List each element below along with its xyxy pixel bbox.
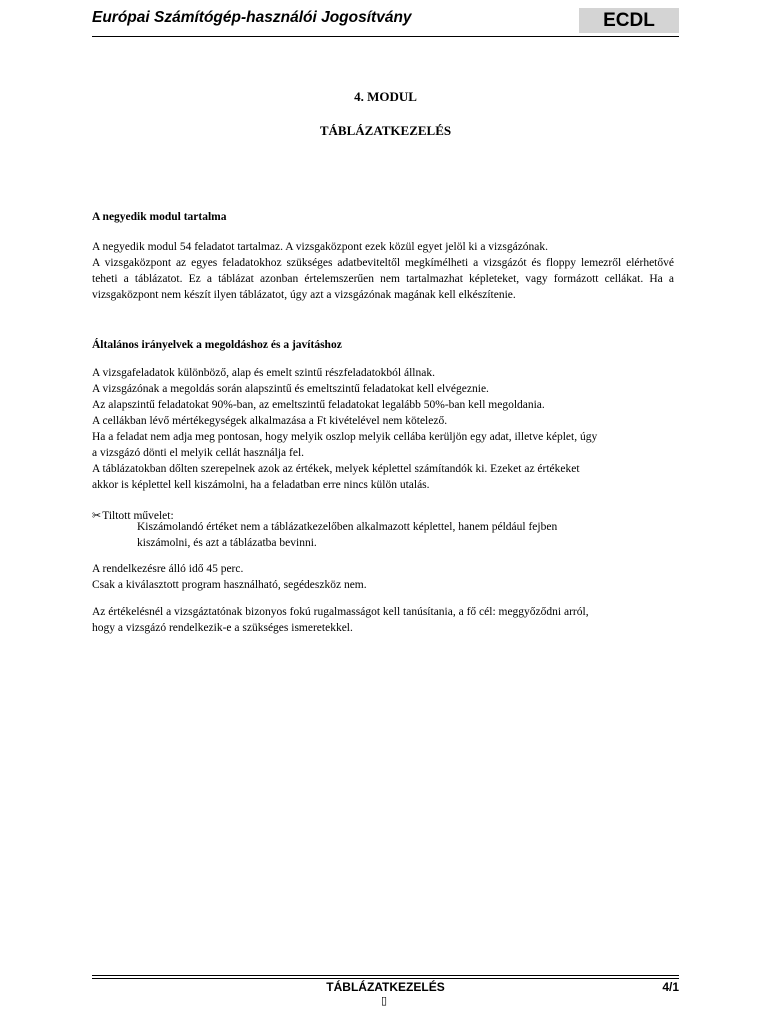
ecdl-badge: ECDL xyxy=(579,8,679,33)
guideline-5b: a vizsgázó dönti el melyik cellát használja fel. xyxy=(92,447,305,459)
footer-rule-bottom xyxy=(92,978,679,979)
time-and-tools xyxy=(92,561,674,593)
section1-line1: A negyedik modul 54 feladatot tartalmaz. A vizsgaközpont ezek közül egyet jelöl ki a vizsgázónak. xyxy=(92,241,549,253)
guideline-4: A cellákban lévő mértékegységek alkalmazása a Ft kivételével nem kötelező. xyxy=(92,415,448,427)
forbidden-line-2: kiszámolni, és azt a táblázatba bevinni. xyxy=(137,537,317,549)
evaluation-line-2: hogy a vizsgázó rendelkezik-e a szükséges ismeretekkel. xyxy=(92,622,353,634)
forbidden-icon: ✂ xyxy=(92,509,102,522)
guideline-3: Az alapszintű feladatokat 90%-ban, az emeltszintű feladatokat legalább 50%-ban kell megoldania. xyxy=(92,399,545,411)
section1-paragraph: A vizsgaközpont az egyes feladatokhoz szükséges adatbeviteltől megkímélheti a vizsgázót és floppy lemezről elérhetővé teheti a táblázatot. Ez a táblázat azonban értelemszerűen nem tartalmazhat képleteket, vagy formázott cellákat. Ha a vizsgaközpont nem készít ilyen táblázatot, úgy azt a vizsgázónak magának kell elkészítenie. xyxy=(92,257,674,301)
section1-heading: A negyedik modul tartalma xyxy=(92,211,227,223)
guideline-2: A vizsgázónak a megoldás során alapszintű és emeltszintű feladatokat kell elvégeznie. xyxy=(92,383,489,395)
guideline-6a: A táblázatokban dőlten szerepelnek azok az értékek, melyek képlettel számítandók ki. Ezeket az értékeket xyxy=(92,463,580,475)
footer-title: TÁBLÁZATKEZELÉS xyxy=(326,980,445,994)
guideline-1: A vizsgafeladatok különböző, alap és emelt szintű részfeladatokból állnak. xyxy=(92,367,435,379)
page-number: 4/1 xyxy=(662,980,679,994)
section1-body xyxy=(92,239,674,303)
section2-heading: Általános irányelvek a megoldáshoz és a javításhoz xyxy=(92,339,342,351)
evaluation-text xyxy=(92,604,674,636)
header-rule xyxy=(92,36,679,37)
guideline-5a: Ha a feladat nem adja meg pontosan, hogy melyik oszlop melyik cellába kerüljön egy adat, illetve képlet, úgy xyxy=(92,431,598,443)
section2-body xyxy=(92,365,674,493)
forbidden-line-1: Kiszámolandó értéket nem a táblázatkezelőben alkalmazott képlettel, hanem például fejben xyxy=(137,521,558,533)
forbidden-operation-text xyxy=(137,519,677,551)
program-line: Csak a kiválasztott program használható, segédeszköz nem. xyxy=(92,579,367,591)
evaluation-line-1: Az értékelésnél a vizsgáztatónak bizonyos fokú rugalmasságot kell tanúsítania, a fő cél: meggyőződni arról, xyxy=(92,606,589,618)
header-title: Európai Számítógép-használói Jogosítvány xyxy=(92,9,412,26)
subject-title: TÁBLÁZATKEZELÉS xyxy=(319,123,452,138)
guideline-6b: akkor is képlettel kell kiszámolni, ha a feladatban erre nincs külön utalás. xyxy=(92,479,430,491)
footer-glyph: ▯ xyxy=(380,994,388,1007)
module-title: 4. MODUL xyxy=(354,89,417,104)
forbidden-label-text: Tiltott művelet: xyxy=(102,510,174,522)
footer-rule-top xyxy=(92,975,679,976)
time-line: A rendelkezésre álló idő 45 perc. xyxy=(92,563,244,575)
